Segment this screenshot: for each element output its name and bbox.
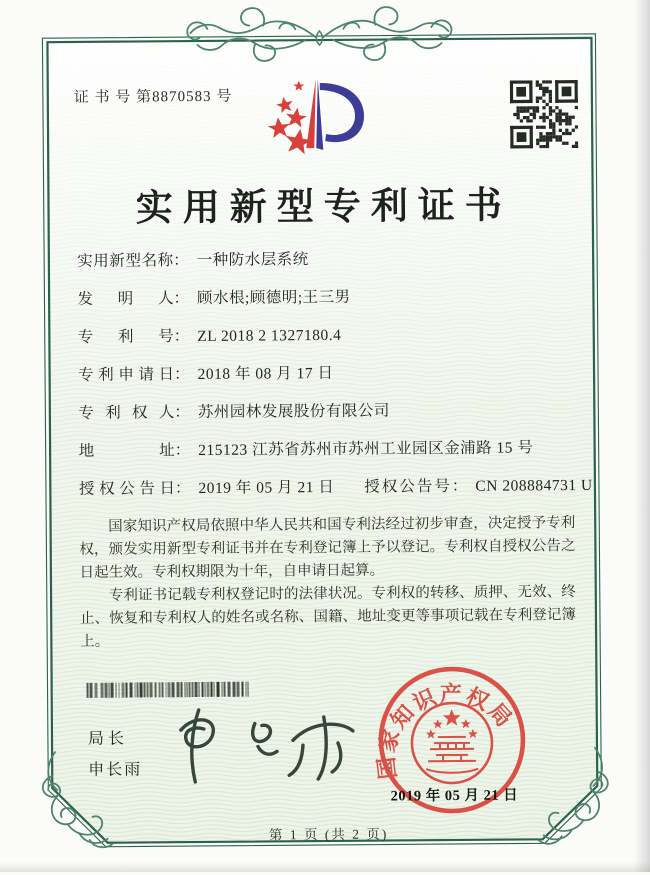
- field-row-grant: [78, 476, 593, 500]
- field-row-patent-no: [78, 324, 578, 348]
- photo-shadow-right: [634, 0, 650, 872]
- page-footer: 第 1 页 (共 2 页): [268, 826, 389, 843]
- field-value: 苏州园林发展股份有限公司: [197, 402, 390, 421]
- seal-date: 2019 年 05 月 21 日: [390, 787, 519, 805]
- photo-shadow-bottom: [0, 862, 650, 872]
- field-label: 地址: [78, 442, 175, 460]
- field-value: CN 208884731 U: [475, 476, 593, 495]
- field-value: 顾水根;顾德明;王三男: [196, 288, 351, 308]
- body-paragraph-1: 国家知识产权局依照中华人民共和国专利法经过初步审查，决定授予专利权，颁发实用新型专利证书并在专利登记簿上予以登记。专利权自授权公告之日起生效。专利权期限为十年，自申请日起算。: [79, 515, 576, 581]
- field-label: 授权公告号: [364, 478, 452, 496]
- field-colon: ：: [174, 480, 191, 498]
- field-colon: ：: [173, 290, 190, 308]
- certificate-number: 证 书 号 第8870583 号: [73, 88, 233, 106]
- field-label: 发明人: [77, 290, 174, 308]
- legal-text: [79, 512, 576, 654]
- field-row-patentee: [78, 400, 578, 424]
- field-colon: ：: [173, 252, 189, 270]
- field-label: 授权公告日: [78, 480, 176, 498]
- field-colon: ：: [451, 477, 468, 496]
- qr-code: [510, 80, 579, 149]
- field-label: 实用新型名称: [77, 252, 174, 270]
- cnipa-logo-icon: [254, 74, 387, 167]
- field-value: 一种防水层系统: [196, 251, 309, 270]
- field-colon: ：: [174, 442, 191, 460]
- handwritten-signature-icon: [161, 693, 362, 795]
- field-value: ZL 2018 2 1327180.4: [197, 326, 342, 346]
- field-row-filing-date: [78, 362, 578, 386]
- field-value: 2018 年 08 月 17 日: [197, 364, 334, 384]
- body-paragraph-2: 专利证书记载专利权登记时的法律状况。专利权的转移、质押、无效、终止、恢复和专利权人的姓名或名称、国籍、地址变更等事项记载在专利登记簿上。: [79, 584, 577, 650]
- field-row-address: [79, 438, 579, 462]
- page-title: 实用新型专利证书: [135, 185, 512, 230]
- field-row-inventors: [77, 286, 577, 310]
- field-colon: ：: [174, 404, 190, 422]
- field-value: 2019 年 05 月 21 日: [198, 478, 335, 497]
- field-row-name: [77, 248, 577, 272]
- field-colon: ：: [173, 328, 190, 346]
- field-label: 专利申请日: [77, 366, 175, 384]
- field-label: 专利号: [77, 328, 174, 346]
- field-list: [77, 248, 593, 518]
- field-value: 215123 江苏省苏州市苏州工业园区金浦路 15 号: [198, 439, 534, 459]
- field-label: 专利权人: [78, 404, 175, 422]
- grant-number-pair: [364, 477, 592, 496]
- seal-ring-text: 国家知识产权局: [373, 681, 519, 781]
- field-colon: ：: [173, 366, 190, 384]
- director-name: 申长雨: [88, 761, 143, 779]
- director-title: 局长: [87, 730, 129, 748]
